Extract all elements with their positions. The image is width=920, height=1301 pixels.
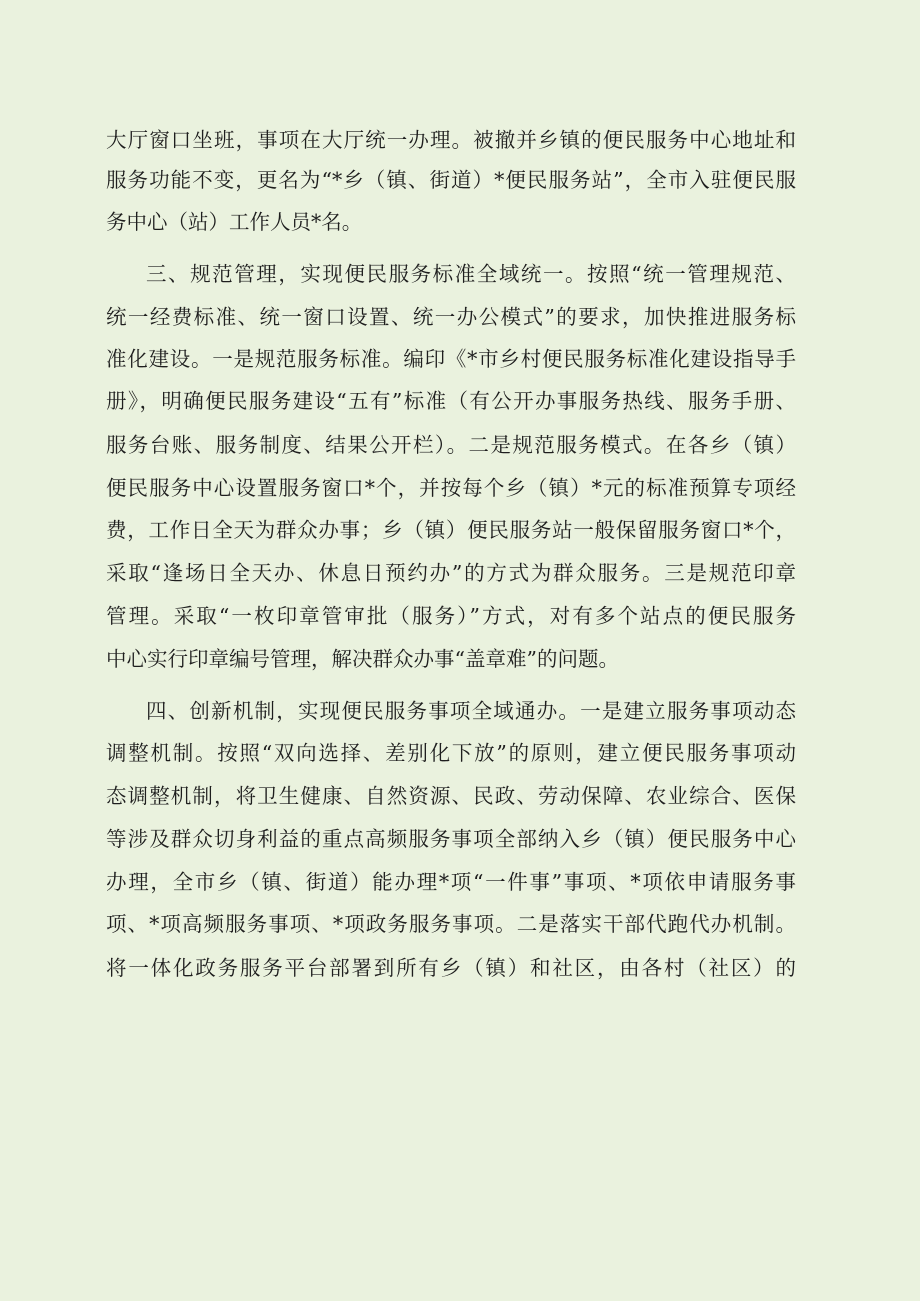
text-line: 三、规范管理，实现便民服务标准全域统一。按照“统一管理规范、	[146, 262, 796, 286]
text-line: 费，工作日全天为群众办事；乡（镇）便民服务站一般保留服务窗口*个，	[106, 518, 796, 542]
text-line: 中心实行印章编号管理，解决群众办事“盖章难”的问题。	[106, 647, 619, 671]
text-line: 采取“逢场日全天办、休息日预约办”的方式为群众服务。三是规范印章	[106, 561, 796, 585]
text-line: 管理。采取“一枚印章管审批（服务）”方式，对有多个站点的便民服务	[106, 604, 796, 628]
text-line: 办理，全市乡（镇、街道）能办理*项“一件事”事项、*项依申请服务事	[106, 870, 796, 894]
text-line: 服务功能不变，更名为“*乡（镇、街道）*便民服务站”，全市入驻便民服	[106, 168, 796, 192]
text-line: 四、创新机制，实现便民服务事项全域通办。一是建立服务事项动态	[146, 699, 796, 723]
text-line: 务中心（站）工作人员*名。	[106, 210, 363, 234]
text-line: 等涉及群众切身利益的重点高频服务事项全部纳入乡（镇）便民服务中心	[106, 827, 796, 851]
text-line: 册》，明确便民服务建设“五有”标准（有公开办事服务热线、服务手册、	[106, 389, 796, 413]
text-line: 态调整机制，将卫生健康、自然资源、民政、劳动保障、农业综合、医保	[106, 784, 796, 808]
text-line: 准化建设。一是规范服务标准。编印《*市乡村便民服务标准化建设指导手	[106, 347, 796, 371]
text-line: 便民服务中心设置服务窗口*个，并按每个乡（镇）*元的标准预算专项经	[106, 476, 796, 500]
text-line: 项、*项高频服务事项、*项政务服务事项。二是落实干部代跑代办机制。	[106, 912, 796, 936]
text-line: 服务台账、服务制度、结果公开栏）。二是规范服务模式。在各乡（镇）	[106, 433, 796, 457]
text-line: 将一体化政务服务平台部署到所有乡（镇）和社区，由各村（社区）的	[106, 956, 796, 980]
text-line: 统一经费标准、统一窗口设置、统一办公模式”的要求，加快推进服务标	[106, 305, 796, 329]
text-line: 大厅窗口坐班，事项在大厅统一办理。被撤并乡镇的便民服务中心地址和	[106, 128, 796, 152]
text-line: 调整机制。按照“双向选择、差别化下放”的原则，建立便民服务事项动	[106, 741, 796, 765]
